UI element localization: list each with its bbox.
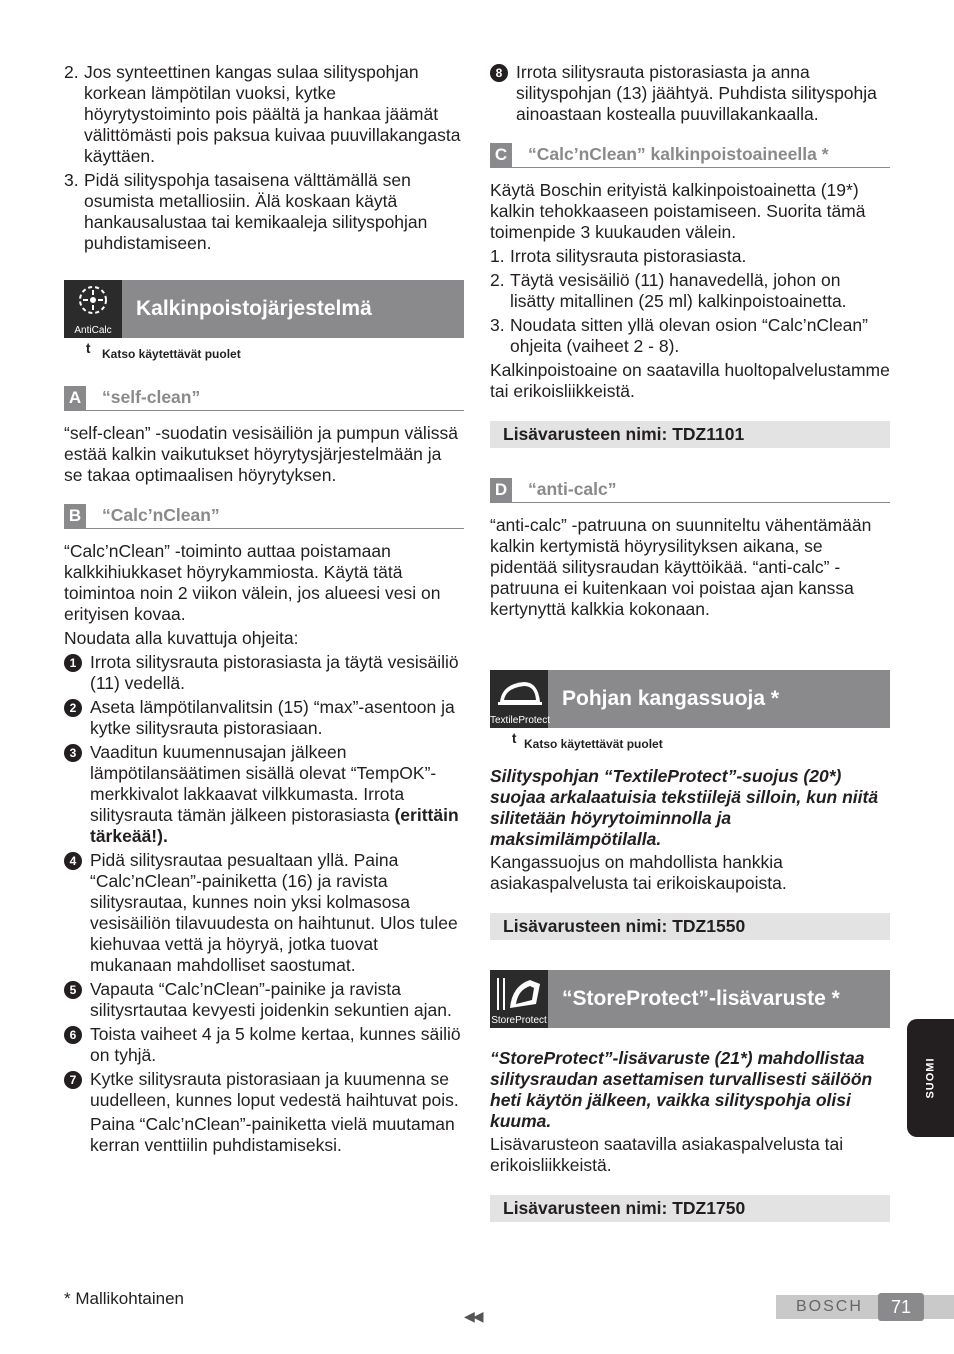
item-text: Irrota silitysrauta pistorasiasta. [510, 246, 747, 266]
storeprotect-header [490, 970, 890, 1028]
reference-text: Katso käytettävät puolet [524, 737, 663, 751]
item-number: 3. [490, 315, 505, 335]
icon-label: TextileProtect [490, 715, 551, 726]
section-title: Kalkinpoistojärjestelmä [136, 297, 372, 320]
step-text: Irrota silitysrauta pistorasiasta ja täytä vesisäiliö (11) vedellä. [90, 652, 459, 693]
left-column [64, 62, 464, 1156]
item-number: 2. [64, 62, 79, 82]
section-letter: B [64, 504, 86, 528]
item-number: 3. [64, 170, 79, 190]
language-tab-label: SUOMI [924, 1057, 936, 1099]
item-text: Noudata sitten yllä olevan osion “Calc’nClean” ohjeita (vaiheet 2 - 8). [510, 315, 868, 356]
step-text: Kytke silitysrauta pistorasiaan ja kuumenna se uudelleen, kunnes loput vedestä haihtuvat pois. [90, 1069, 459, 1110]
step-number: 7 [64, 1071, 82, 1089]
step-item [490, 62, 890, 125]
section-letter: A [64, 386, 86, 410]
section-letter: D [490, 478, 512, 502]
step-text: Vaaditun kuumennusajan jälkeen lämpötilansäätimen sisällä olevat “TempOK”-merkkivalot lakkaavat vilkkumasta. Irrota silitysrauta tämän jälkeen pistorasiasta [90, 742, 437, 825]
section-heading-text: “Calc’nClean” [102, 505, 220, 525]
step-number: 3 [64, 744, 82, 762]
reference-text: Katso käytettävät puolet [102, 347, 241, 361]
step-number: 4 [64, 852, 82, 870]
brand-name: BOSCH [796, 1298, 863, 1315]
textileprotect-lead: Silityspohjan “TextileProtect”-suojus (20*) suojaa arkalaatuisia tekstiilejä silloin, kun niitä silitetään höyrytoiminnolla ja maksimilämpötilalla. [490, 766, 879, 849]
step-number: 8 [490, 64, 508, 82]
footnote: * Mallikohtainen [64, 1289, 185, 1308]
item-text: Pidä silityspohja tasaisena välttämällä sen osumista metalliosiin. Älä koskaan käytä hankausalustaa tai kemikaaleja silityspohjan puhdistamiseen. [84, 170, 428, 253]
icon-label: StoreProtect [491, 1015, 547, 1026]
step-item [64, 1069, 464, 1156]
anticalc-header [64, 280, 464, 338]
section-title: Pohjan kangassuoja * [562, 687, 780, 710]
textileprotect-header [490, 670, 890, 728]
section-heading-text: “Calc’nClean” kalkinpoistoaineella * [528, 144, 829, 164]
section-title: “StoreProtect”-lisävaruste * [562, 987, 840, 1010]
list-item [490, 270, 890, 312]
step-item [64, 1024, 464, 1066]
storeprotect-icon [490, 970, 548, 1028]
step-extra-text: Paina “Calc’nClean”-painiketta vielä muutaman kerran venttiilin puhdistamiseksi. [90, 1114, 455, 1155]
list-item [64, 170, 464, 254]
section-b-body: “Calc’nClean” -toiminto auttaa poistamaan kalkkihiukkaset höyrykammiosta. Käytä tätä toimintoa noin 2 viikon välein, jos alueesi vesi on erityisen kovaa. [64, 541, 441, 624]
icon-label: AntiCalc [74, 325, 112, 336]
iron-soleplate-icon [490, 670, 551, 728]
list-item [490, 315, 890, 357]
page-number: 71 [878, 1293, 924, 1321]
item-text: Täytä vesisäiliö (11) hanavedellä, johon on lisätty mitallinen (25 ml) kalkinpoistoainetta. [510, 270, 847, 311]
step-number: 2 [64, 699, 82, 717]
step-item [64, 697, 464, 739]
section-b-heading [64, 504, 464, 529]
item-number: 1. [490, 246, 505, 266]
step-item [64, 979, 464, 1021]
step-number: 6 [64, 1026, 82, 1044]
storeprotect-body: Lisävarusteon saatavilla asiakaspalvelusta tai erikoisliikkeistä. [490, 1134, 844, 1175]
section-c-heading [490, 143, 890, 168]
reference-note [490, 731, 890, 754]
item-number: 2. [490, 270, 505, 290]
section-a-body: “self-clean” -suodatin vesisäiliön ja pumpun välissä estää kalkin vaikutukset höyrytysjärjestelmään ja se takaa optimaalisen höyrytyksen. [64, 423, 458, 485]
step-item [64, 652, 464, 694]
anticalc-icon [64, 280, 122, 338]
step-text: Pidä silitysrautaa pesualtaan yllä. Paina “Calc’nClean”-painiketta (16) ja ravista silitysrautaa, kunnes noin yksi kolmasosa vesisäiliön tilavuudesta on haihtunut. Ulos tulee kiehuvaa vettä ja höyryä, jotka tuovat mukanaan mahdolliset saostumat. [90, 850, 458, 975]
list-item [64, 62, 464, 167]
item-text: Jos synteettinen kangas sulaa silityspohjan korkean lämpötilan vuoksi, kytke höyrytystoiminto pois päältä ja hankaa jäämät välittömästi pois paksua kuivaa puuvillakangasta käyttäen. [84, 62, 461, 166]
step-text: Vapauta “Calc’nClean”-painike ja ravista silitysrtautaa kevyesti joidenkin sekuntien ajan. [90, 979, 452, 1020]
step-emphasis: (erittäin tärkeää!). [90, 805, 459, 846]
textileprotect-body: Kangassuojus on mahdollista hankkia asiakaspalvelusta tai erikoiskaupoista. [490, 852, 787, 893]
section-letter: C [490, 143, 512, 167]
section-a-heading [64, 386, 464, 411]
availability-text: Kalkinpoistoaine on saatavilla huoltopalvelustamme tai erikoisliikkeistä. [490, 360, 890, 401]
language-tab [907, 1019, 954, 1137]
reference-arrow-icon: ᵗ [86, 341, 91, 363]
accessory-name: Lisävarusteen nimi: TDZ1550 [490, 913, 890, 940]
section-d-body: “anti-calc” -patruuna on suunniteltu vähentämään kalkin kertymistä höyrysilityksen aikana, se pidentää silitysraudan käyttöikää. “anti-calc” -patruuna ei kuitenkaan voi poistaa ajan kanssa kertynyttä kalkkia kokonaan. [490, 515, 872, 619]
instructions-intro: Noudata alla kuvattuja ohjeita: [64, 628, 299, 648]
step-text: Aseta lämpötilanvalitsin (15) “max”-asentoon ja kytke silitysrauta pistorasiaan. [90, 697, 455, 738]
list-item [490, 246, 890, 267]
section-d-heading [490, 478, 890, 503]
page-nav-arrows-icon: ◀◀ [464, 1308, 482, 1324]
step-text: Irrota silitysrauta pistorasiasta ja anna silityspohjan (13) jäähtyä. Puhdista silityspohja ainoastaan kostealla puuvillakankaalla. [516, 62, 877, 124]
right-column [490, 62, 890, 1222]
section-heading-text: “anti-calc” [528, 479, 617, 499]
step-number: 1 [64, 654, 82, 672]
section-c-body: Käytä Boschin erityistä kalkinpoistoainetta (19*) kalkin tehokkaaseen poistamiseen. Suorita tämä toimenpide 3 kuukauden välein. [490, 180, 866, 242]
reference-arrow-icon: ᵗ [512, 731, 517, 753]
step-item [64, 742, 464, 847]
accessory-name: Lisävarusteen nimi: TDZ1101 [490, 421, 890, 448]
section-heading-text: “self-clean” [102, 387, 201, 407]
storeprotect-lead: “StoreProtect”-lisävaruste (21*) mahdollistaa silitysraudan asettamisen turvallisesti säilöön heti käytön jälkeen, vaikka silityspohja olisi kuuma. [490, 1048, 873, 1131]
step-text: Toista vaiheet 4 ja 5 kolme kertaa, kunnes säiliö on tyhjä. [90, 1024, 461, 1065]
step-number: 5 [64, 981, 82, 999]
reference-note [64, 341, 464, 364]
accessory-name: Lisävarusteen nimi: TDZ1750 [490, 1195, 890, 1222]
step-item [64, 850, 464, 976]
